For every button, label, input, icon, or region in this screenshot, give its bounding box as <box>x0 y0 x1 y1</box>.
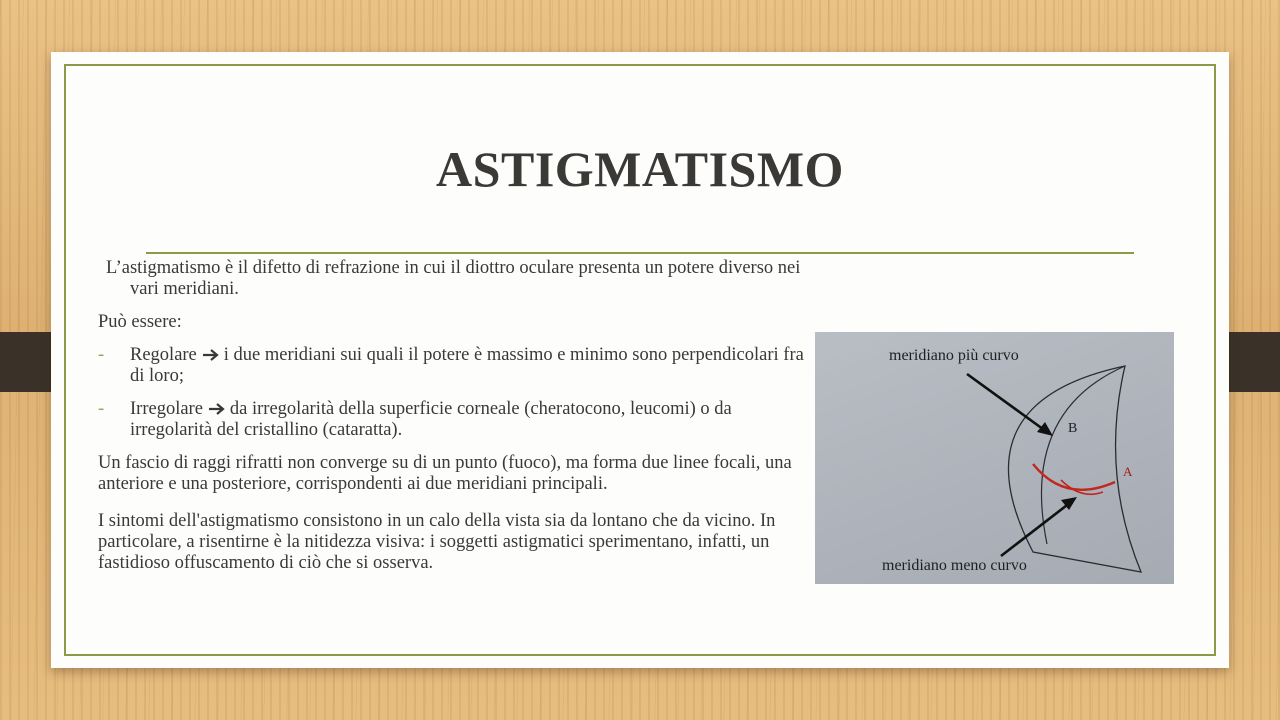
focus-paragraph: Un fascio di raggi rifratti non converge su di un punto (fuoco), ma forma due linee focali, una anteriore e una posteriore, corrispondenti ai due meridiani principali. <box>98 453 792 494</box>
bullet-term: Irregolare <box>130 399 203 419</box>
bullet-irregolare <box>98 399 810 441</box>
arrow-top-line <box>967 374 1047 432</box>
lens-outline-outer <box>1008 366 1141 572</box>
label-meridiano-meno-curvo: meridiano meno curvo <box>882 557 1027 574</box>
arrow-right-icon <box>208 403 226 415</box>
symptoms-paragraph: I sintomi dell'astigmatismo consistono in un calo della vista sia da lontano che da vicino. In particolare, a risentirne è la nitidezza visiva: i soggetti astigmatici sperimentano, infatti, un fastidioso offuscamento di ciò che si osserva. <box>98 511 776 573</box>
bullet-term: Regolare <box>130 345 197 365</box>
intro-paragraph: L’astigmatismo è il difetto di refrazione in cui il diottro oculare presenta un potere diverso nei vari meridiani. <box>106 258 801 299</box>
bullet-text: da irregolarità della superficie corneale (cheratocono, leucomi) o da irregolarità del cristallino (cataratta). <box>130 399 732 440</box>
bullet-text: i due meridiani sui quali il potere è massimo e minimo sono perpendicolari fra di loro; <box>130 345 804 386</box>
bullet-dash: - <box>98 345 105 365</box>
arrow-bottom-line <box>1001 502 1071 556</box>
bullet-regolare <box>98 345 810 387</box>
astigmatism-diagram-photo <box>815 332 1174 584</box>
label-a: A <box>1123 464 1133 479</box>
arrow-right-icon <box>202 349 220 361</box>
meridian-a-curve <box>1033 464 1115 490</box>
types-heading: Può essere: <box>98 312 182 332</box>
label-b: B <box>1068 421 1078 436</box>
meridian-diagram <box>815 332 1174 584</box>
label-meridiano-piu-curvo: meridiano più curvo <box>889 347 1019 364</box>
slide-body <box>98 258 810 574</box>
title-divider <box>146 252 1134 254</box>
bullet-dash: - <box>98 399 105 419</box>
arrow-top-head <box>1037 422 1053 436</box>
slide-title: ASTIGMATISMO <box>436 141 844 197</box>
